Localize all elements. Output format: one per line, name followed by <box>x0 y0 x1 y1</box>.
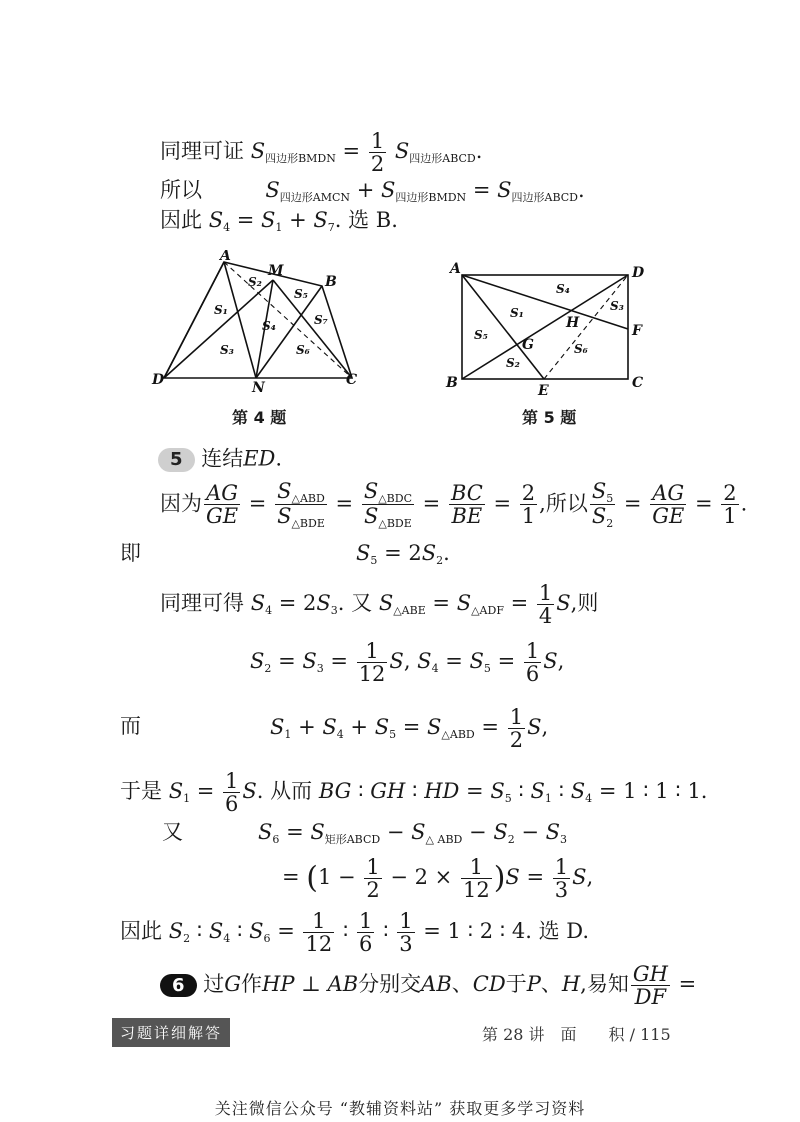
line-2: 所以 $S_{四边形AMCN} + S_{四边形BMDN} = S_{四边形ABCD}$. <box>160 178 585 204</box>
badge-6: 6 <box>160 974 197 998</box>
badge-5: 5 <box>158 448 195 472</box>
fig4-label-D: D <box>152 372 165 388</box>
line-s2s3: $S_2 = S_3$ = $\frac{1}{12}$ S, $S_4 = S_5$ = $\frac{1}{6}$ S, <box>250 639 565 687</box>
fig5-S3: S₃ <box>610 299 624 313</box>
line-yinci: 因此 $S_2$ ∶ $S_4$ ∶ $S_6$ = $\frac{1}{12}$ ∶ $\frac{1}{6}$ ∶ $\frac{1}{3}$ = 1 ∶ 2 ∶ 4. 选 D. <box>120 909 590 957</box>
fig5-label-H: H <box>566 315 580 331</box>
fig4-label-B: B <box>325 274 337 290</box>
fig5-caption: 第 5 题 <box>522 408 577 427</box>
fig4-S4: S₄ <box>262 319 276 333</box>
fig4-caption: 第 4 题 <box>232 408 287 427</box>
fig5-S2: S₂ <box>506 356 520 370</box>
fig5-label-G: G <box>522 337 534 353</box>
line-s6: $S_6 = S_{矩形ABCD} - S_{\triangle ABD} - S_2 - S_3$ <box>258 820 568 846</box>
line-tongli: 同理可得 $S_4 = 2S_3$. 又 $S_{\triangle ABE} = S_{\triangle ADF}$ = $\frac{1}{4}$ S,则 <box>160 581 599 629</box>
footer-chapter: 第 28 讲 面 积 / 115 <box>482 1025 671 1044</box>
fig4-label-M: M <box>268 263 284 279</box>
line-you2-label: 又 <box>162 820 183 844</box>
line-yinwei: 因为 $\frac{AG}{GE}$ = $\frac{S_{\triangle ABD}}{S_{\triangle BDE}}$ = $\frac{S_{\triangle BDC}}{S_{\triangle BDE}}$ = $\frac{BC}{BE}$ = $\frac{2}{1}$ ,所以 $\frac{S_5}{S_2}$ = $\frac{AG}{GE}$ = $\frac{2}{1}$ . <box>160 479 748 531</box>
fig5-label-C: C <box>632 375 644 391</box>
line-yushi: 于是 $S_1$ = $\frac{1}{6}$ S. 从而 BG ∶ GH ∶ HD = $S_5$ ∶ $S_1$ ∶ $S_4 = 1$ ∶ 1 ∶ 1. <box>120 769 708 817</box>
fig5-label-A: A <box>450 261 461 277</box>
figure-4 <box>150 250 370 400</box>
figure-5 <box>440 255 660 400</box>
line-ji-label: 即 <box>120 541 141 565</box>
line-s6-b: = (1 − $\frac{1}{2}$ − 2 × $\frac{1}{12}$ )S = $\frac{1}{3}$ S, <box>282 855 594 903</box>
fig4-S5: S₅ <box>294 287 308 301</box>
fig5-label-D: D <box>632 265 645 281</box>
line-ji: $S_5 = 2S_2$. <box>356 541 450 567</box>
item-6: 6 过G作HP ⊥ AB分别交AB、CD于P、H,易知 $\frac{GH}{DF}$ = <box>160 963 696 1008</box>
fig5-label-F: F <box>632 323 642 339</box>
fig4-label-N: N <box>252 380 265 396</box>
footer-tag: 习题详细解答 <box>112 1018 230 1047</box>
item-5-heading: 5 连结ED. <box>158 448 282 472</box>
fig5-label-E: E <box>538 383 549 399</box>
fig5-label-B: B <box>446 375 458 391</box>
line-er: $S_1 + S_4 + S_5 = S_{\triangle ABD}$ = $\frac{1}{2}$ S, <box>270 705 549 753</box>
fig5-S6: S₆ <box>574 342 588 356</box>
fig5-S4: S₄ <box>556 282 570 296</box>
bottom-note: 关注微信公众号 “教辅资料站” 获取更多学习资料 <box>214 1099 586 1118</box>
fig4-S1: S₁ <box>214 303 228 317</box>
fig4-label-C: C <box>346 372 358 388</box>
fig4-S6: S₆ <box>296 343 310 357</box>
fig4-S2: S₂ <box>248 275 262 289</box>
line-1: 同理可证 $S_{四边形BMDN}$ = $\frac{1}{2}$ $S_{四边形ABCD}$. <box>160 129 483 177</box>
fig4-S7: S₇ <box>314 313 328 327</box>
line-er-label: 而 <box>120 714 141 738</box>
fig5-S5: S₅ <box>474 328 488 342</box>
line-3: 因此 $S_4 = S_1 + S_7$. 选 B. <box>160 208 398 234</box>
fig4-S3: S₃ <box>220 343 234 357</box>
fig5-S1: S₁ <box>510 306 524 320</box>
fig4-label-A: A <box>220 250 231 264</box>
